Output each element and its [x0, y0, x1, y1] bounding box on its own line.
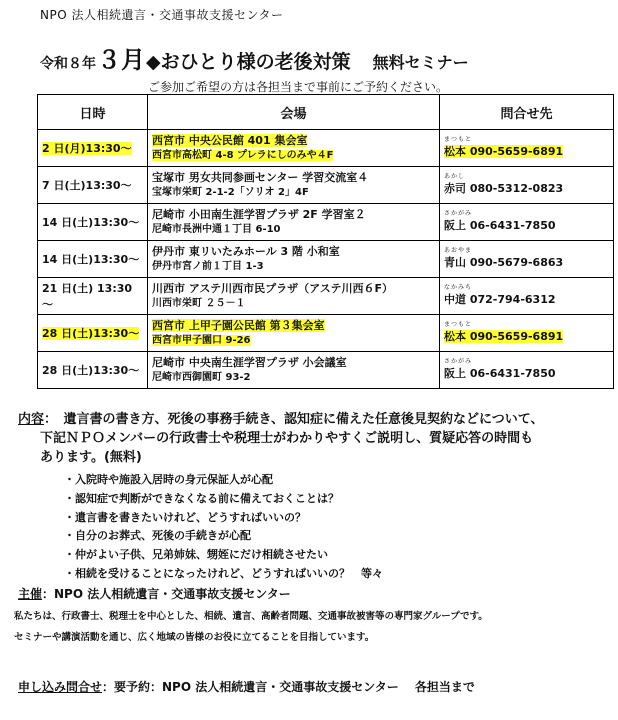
contact-reading: あおやま	[444, 247, 473, 254]
content-description	[18, 410, 614, 467]
apply-label: 申し込み問合せ	[18, 680, 103, 694]
row-date-text: 21 日(土) 13:30～	[42, 282, 133, 311]
venue-name: 尼崎市 小田南生涯学習プラザ 2F 学習室２	[152, 208, 366, 221]
about-text	[14, 606, 488, 648]
table-row	[38, 204, 614, 241]
row-contact	[440, 278, 614, 315]
row-contact	[440, 130, 614, 167]
list-item: ・相続を受けることになったけれど、どうすればいいの？ 等々	[64, 566, 383, 580]
venue-address: 川西市栄町 ２５－１	[152, 298, 246, 309]
contact-phone: 06-6431-7850	[469, 219, 556, 232]
row-venue	[148, 315, 440, 352]
venue-name: 宝塚市 男女共同参画センター 学習交流室４	[152, 171, 369, 184]
content-line-2: 下記ＮＰＯメンバーの行政書士や税理士がわかりやすくご説明し、質疑応答の時間も	[40, 431, 534, 446]
sponsor-label: 主催	[18, 587, 43, 601]
row-date-text: 7 日(土)13:30～	[42, 179, 132, 192]
table-row	[38, 315, 614, 352]
list-item: ・自分のお葬式、死後の手続きが心配	[64, 529, 251, 543]
contact-name: 阪上	[444, 219, 466, 232]
table-row	[38, 241, 614, 278]
headline-era: 令和８年	[40, 56, 96, 72]
table-row	[38, 278, 614, 315]
row-venue	[148, 278, 440, 315]
header-date: 日時	[38, 95, 148, 130]
about-line-2: セミナーや講演活動を通じ、広く地域の皆様のお役に立てることを目指しています。	[14, 632, 375, 643]
content-line-1: ： 遺言書の書き方、死後の事務手続き、認知症に備えた任意後見契約などについて、	[44, 412, 544, 427]
headline-title: おひとり様の老後対策	[160, 51, 351, 73]
venue-name: 伊丹市 東リいたみホール 3 階 小和室	[152, 245, 340, 258]
row-venue	[148, 241, 440, 278]
apply-line	[18, 678, 475, 695]
contact-phone: 072-794-6312	[469, 293, 556, 306]
contact-phone: 06-6431-7850	[469, 367, 556, 380]
organization-name: NPO 法人相続遺言・交通事故支援センター	[40, 8, 284, 22]
contact-reading: さかがみ	[444, 210, 473, 217]
diamond-icon: ◆	[146, 51, 161, 73]
list-item: ・入院時や施設入居時の身元保証人が心配	[64, 473, 273, 486]
sponsor-line	[18, 585, 291, 602]
contact-name: 松本	[444, 145, 466, 158]
table-row	[38, 167, 614, 204]
about-line-1: 私たちは、行政書士、税理士を中心とした、相続、遺言、高齢者問題、交通事故被害等の専門家グループです。	[14, 611, 488, 622]
header-contact: 問合せ先	[440, 95, 614, 130]
seminar-headline	[40, 40, 469, 75]
schedule-table	[37, 94, 614, 389]
row-date	[38, 204, 148, 241]
contact-name: 阪上	[444, 367, 466, 380]
venue-address: 宝塚市栄町 2-1-2「ソリオ 2」4F	[152, 187, 309, 198]
row-date-text: 14 日(土)13:30～	[42, 253, 140, 266]
contact-name: 中道	[444, 293, 466, 306]
row-date	[38, 167, 148, 204]
header-venue: 会場	[148, 95, 440, 130]
venue-address: 伊丹市宮ノ前１丁目 1-3	[152, 261, 264, 272]
row-venue	[148, 130, 440, 167]
contact-phone: 090-5659-6891	[469, 330, 564, 343]
venue-address: 西宮市甲子園口 9-26	[152, 335, 251, 346]
sponsor-text: ：NPO 法人相続遺言・交通事故支援センター	[42, 587, 291, 601]
row-date-text: 28 日(土)13:30～	[42, 364, 140, 377]
row-contact	[440, 241, 614, 278]
contact-name: 赤司	[444, 182, 466, 195]
contact-name: 青山	[444, 256, 466, 269]
contact-reading: なかみち	[444, 284, 473, 291]
content-line-3: あります。(無料)	[40, 450, 142, 465]
row-contact	[440, 167, 614, 204]
venue-address: 尼崎市長洲中通１丁目 6-10	[152, 224, 281, 235]
venue-name: 西宮市 中央公民館 401 集会室	[152, 134, 308, 147]
contact-reading: まつもと	[444, 321, 473, 328]
list-item: ・認知症で判断ができなくなる前に備えておくことは？	[64, 491, 339, 505]
contact-reading: さかがみ	[444, 358, 473, 365]
row-date	[38, 241, 148, 278]
table-row	[38, 352, 614, 389]
row-date-text: 14 日(土)13:30～	[42, 216, 140, 229]
row-contact	[440, 204, 614, 241]
list-item: ・仲がよい子供、兄弟姉妹、甥姪にだけ相続させたい	[64, 548, 328, 562]
contact-phone: 090-5679-6863	[469, 256, 564, 269]
venue-name: 西宮市 上甲子園公民館 第３集会室	[152, 319, 325, 332]
headline-month: ３月	[97, 46, 145, 74]
headline-free: 無料セミナー	[372, 53, 469, 72]
content-label: 内容	[18, 412, 45, 427]
row-venue	[148, 352, 440, 389]
contact-reading: あかし	[444, 173, 466, 180]
row-date	[38, 315, 148, 352]
venue-name: 尼崎市 中央南生涯学習プラザ 小会議室	[152, 356, 347, 369]
row-venue	[148, 204, 440, 241]
row-contact	[440, 352, 614, 389]
contact-phone: 090-5659-6891	[469, 145, 564, 158]
concern-list	[64, 471, 383, 584]
row-contact	[440, 315, 614, 352]
table-header-row	[38, 95, 614, 130]
table-row	[38, 130, 614, 167]
apply-text: ：要予約：NPO 法人相続遺言・交通事故支援センター 各担当まで	[102, 680, 475, 694]
list-item: ・遺言書を書きたいけれど、どうすればいいの？	[64, 510, 306, 524]
row-date	[38, 278, 148, 315]
row-date	[38, 130, 148, 167]
reservation-note: ご参加ご希望の方は各担当まで事前にご予約ください。	[148, 80, 449, 94]
venue-address: 西宮市高松町 4-8 プレラにしのみや４F	[152, 150, 334, 161]
row-venue	[148, 167, 440, 204]
row-date-text: 28 日(土)13:30～	[42, 327, 140, 340]
venue-address: 尼崎市西御園町 93-2	[152, 372, 251, 383]
venue-name: 川西市 アステ川西市民プラザ（アステ川西６F）	[152, 282, 394, 295]
row-date	[38, 352, 148, 389]
contact-name: 松本	[444, 330, 466, 343]
row-date-text: 2 日(月)13:30～	[42, 142, 132, 155]
contact-phone: 080-5312-0823	[469, 182, 564, 195]
contact-reading: まつもと	[444, 136, 473, 143]
